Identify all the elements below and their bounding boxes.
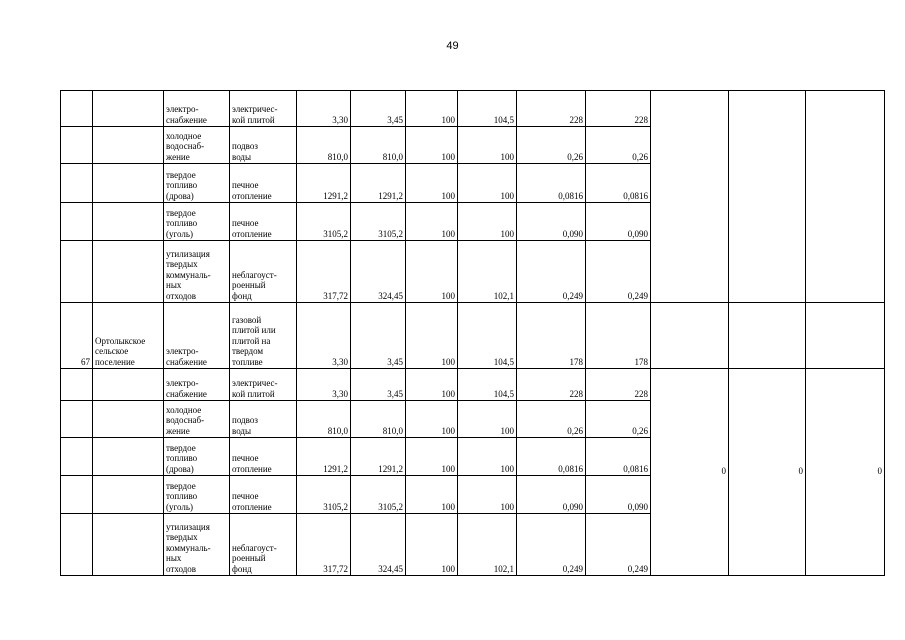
service-name: утилизация твердых коммуналь- ных отходов bbox=[164, 514, 230, 576]
row-number bbox=[61, 369, 93, 401]
group-total-1: 0 bbox=[651, 369, 729, 576]
tariff-value-2: 3105,2 bbox=[351, 203, 406, 241]
total-col-3 bbox=[806, 241, 885, 303]
norm-value-1: 228 bbox=[517, 369, 586, 401]
service-condition: печное отопление bbox=[230, 164, 297, 203]
service-condition: газовой плитой или плитой на твердом топливе bbox=[230, 303, 297, 369]
tariff-value-1: 3,30 bbox=[297, 91, 351, 127]
tariff-value-1: 1291,2 bbox=[297, 164, 351, 203]
total-col-2 bbox=[729, 91, 806, 127]
tariff-value-2: 3,45 bbox=[351, 369, 406, 401]
service-name: твердое топливо (дрова) bbox=[164, 164, 230, 203]
service-condition: электричес- кой плитой bbox=[230, 91, 297, 127]
settlement-name: Ортолыкское сельское поселение bbox=[93, 303, 164, 369]
norm-value-1: 0,090 bbox=[517, 476, 586, 514]
tariff-value-2: 1291,2 bbox=[351, 438, 406, 476]
index-value: 100 bbox=[458, 438, 517, 476]
table-row bbox=[61, 127, 885, 164]
total-col-2 bbox=[729, 303, 806, 369]
settlement-name bbox=[93, 401, 164, 438]
tariff-value-2: 3,45 bbox=[351, 303, 406, 369]
service-name: холодное водоснаб- жение bbox=[164, 127, 230, 164]
tariff-value-1: 3105,2 bbox=[297, 203, 351, 241]
tariff-value-2: 810,0 bbox=[351, 401, 406, 438]
norm-value-1: 0,090 bbox=[517, 203, 586, 241]
service-name: утилизация твердых коммуналь- ных отходов bbox=[164, 241, 230, 303]
tariff-value-2: 3105,2 bbox=[351, 476, 406, 514]
tariff-value-1: 317,72 bbox=[297, 514, 351, 576]
percent-value: 100 bbox=[406, 438, 458, 476]
row-number bbox=[61, 164, 93, 203]
service-condition: неблагоуст- роенный фонд bbox=[230, 514, 297, 576]
norm-value-1: 0,0816 bbox=[517, 164, 586, 203]
row-number: 67 bbox=[61, 303, 93, 369]
percent-value: 100 bbox=[406, 164, 458, 203]
service-condition: печное отопление bbox=[230, 476, 297, 514]
settlement-name bbox=[93, 127, 164, 164]
tariff-value-2: 1291,2 bbox=[351, 164, 406, 203]
service-name: твердое топливо (уголь) bbox=[164, 203, 230, 241]
norm-value-2: 0,26 bbox=[586, 401, 651, 438]
percent-value: 100 bbox=[406, 241, 458, 303]
norm-value-2: 0,249 bbox=[586, 514, 651, 576]
tariff-value-1: 810,0 bbox=[297, 401, 351, 438]
total-col-2 bbox=[729, 164, 806, 203]
service-name: электро- снабжение bbox=[164, 91, 230, 127]
tariff-value-2: 324,45 bbox=[351, 241, 406, 303]
settlement-name bbox=[93, 476, 164, 514]
index-value: 104,5 bbox=[458, 91, 517, 127]
norm-value-2: 0,249 bbox=[586, 241, 651, 303]
norm-value-1: 228 bbox=[517, 91, 586, 127]
settlement-name bbox=[93, 203, 164, 241]
norm-value-2: 178 bbox=[586, 303, 651, 369]
norm-value-2: 0,0816 bbox=[586, 438, 651, 476]
total-col-1 bbox=[651, 203, 729, 241]
page-number: 49 bbox=[446, 40, 459, 52]
index-value: 100 bbox=[458, 476, 517, 514]
percent-value: 100 bbox=[406, 203, 458, 241]
index-value: 100 bbox=[458, 127, 517, 164]
table-row bbox=[61, 164, 885, 203]
group-total-2: 0 bbox=[729, 369, 806, 576]
tariff-value-1: 1291,2 bbox=[297, 438, 351, 476]
row-number bbox=[61, 476, 93, 514]
row-number bbox=[61, 514, 93, 576]
total-col-2 bbox=[729, 127, 806, 164]
tariff-value-2: 810,0 bbox=[351, 127, 406, 164]
index-value: 102,1 bbox=[458, 514, 517, 576]
settlement-name bbox=[93, 164, 164, 203]
index-value: 104,5 bbox=[458, 303, 517, 369]
percent-value: 100 bbox=[406, 514, 458, 576]
total-col-2 bbox=[729, 241, 806, 303]
total-col-1 bbox=[651, 303, 729, 369]
tariff-value-1: 317,72 bbox=[297, 241, 351, 303]
norm-value-1: 178 bbox=[517, 303, 586, 369]
service-condition: подвоз воды bbox=[230, 401, 297, 438]
norm-value-2: 228 bbox=[586, 91, 651, 127]
table-row bbox=[61, 203, 885, 241]
norm-value-2: 0,090 bbox=[586, 476, 651, 514]
norm-value-1: 0,26 bbox=[517, 127, 586, 164]
settlement-name bbox=[93, 438, 164, 476]
service-condition: печное отопление bbox=[230, 438, 297, 476]
total-col-3 bbox=[806, 303, 885, 369]
index-value: 100 bbox=[458, 401, 517, 438]
norm-value-1: 0,0816 bbox=[517, 438, 586, 476]
service-name: электро- снабжение bbox=[164, 303, 230, 369]
service-condition: неблагоуст- роенный фонд bbox=[230, 241, 297, 303]
row-number bbox=[61, 241, 93, 303]
percent-value: 100 bbox=[406, 476, 458, 514]
index-value: 104,5 bbox=[458, 369, 517, 401]
total-col-2 bbox=[729, 203, 806, 241]
settlement-name bbox=[93, 514, 164, 576]
total-col-1 bbox=[651, 164, 729, 203]
service-condition: электричес- кой плитой bbox=[230, 369, 297, 401]
tariff-value-2: 324,45 bbox=[351, 514, 406, 576]
settlement-name bbox=[93, 91, 164, 127]
total-col-1 bbox=[651, 241, 729, 303]
norm-value-1: 0,249 bbox=[517, 241, 586, 303]
norm-value-2: 0,26 bbox=[586, 127, 651, 164]
row-number bbox=[61, 401, 93, 438]
table-row bbox=[61, 91, 885, 127]
row-number bbox=[61, 438, 93, 476]
percent-value: 100 bbox=[406, 91, 458, 127]
table-row bbox=[61, 369, 885, 401]
percent-value: 100 bbox=[406, 401, 458, 438]
row-number bbox=[61, 127, 93, 164]
tariff-value-1: 3,30 bbox=[297, 303, 351, 369]
index-value: 100 bbox=[458, 203, 517, 241]
row-number bbox=[61, 203, 93, 241]
service-condition: подвоз воды bbox=[230, 127, 297, 164]
total-col-3 bbox=[806, 127, 885, 164]
total-col-1 bbox=[651, 127, 729, 164]
tariff-table bbox=[60, 90, 885, 576]
service-name: холодное водоснаб- жение bbox=[164, 401, 230, 438]
settlement-name bbox=[93, 369, 164, 401]
service-name: электро- снабжение bbox=[164, 369, 230, 401]
table-body bbox=[61, 91, 885, 576]
total-col-1 bbox=[651, 91, 729, 127]
tariff-value-1: 3,30 bbox=[297, 369, 351, 401]
percent-value: 100 bbox=[406, 369, 458, 401]
tariff-value-1: 3105,2 bbox=[297, 476, 351, 514]
norm-value-2: 0,0816 bbox=[586, 164, 651, 203]
service-condition: печное отопление bbox=[230, 203, 297, 241]
table-row bbox=[61, 241, 885, 303]
norm-value-2: 228 bbox=[586, 369, 651, 401]
table-row bbox=[61, 303, 885, 369]
service-name: твердое топливо (дрова) bbox=[164, 438, 230, 476]
total-col-3 bbox=[806, 91, 885, 127]
row-number bbox=[61, 91, 93, 127]
index-value: 100 bbox=[458, 164, 517, 203]
tariff-value-1: 810,0 bbox=[297, 127, 351, 164]
percent-value: 100 bbox=[406, 303, 458, 369]
index-value: 102,1 bbox=[458, 241, 517, 303]
norm-value-1: 0,26 bbox=[517, 401, 586, 438]
settlement-name bbox=[93, 241, 164, 303]
tariff-value-2: 3,45 bbox=[351, 91, 406, 127]
norm-value-1: 0,249 bbox=[517, 514, 586, 576]
group-total-3: 0 bbox=[806, 369, 885, 576]
total-col-3 bbox=[806, 164, 885, 203]
service-name: твердое топливо (уголь) bbox=[164, 476, 230, 514]
percent-value: 100 bbox=[406, 127, 458, 164]
total-col-3 bbox=[806, 203, 885, 241]
norm-value-2: 0,090 bbox=[586, 203, 651, 241]
